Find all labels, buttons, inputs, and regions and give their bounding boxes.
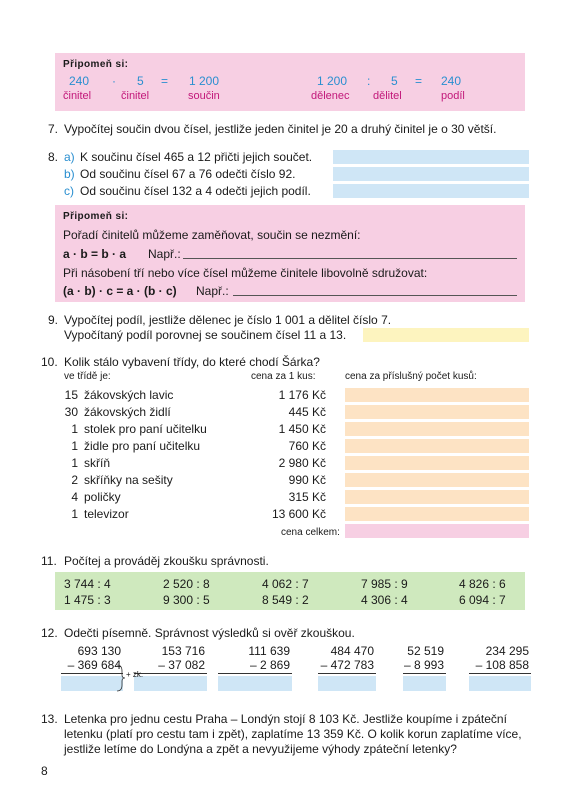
item-unit-price: 760 Kč [288,439,326,453]
result-line [318,673,376,674]
difference-answer[interactable] [469,676,531,691]
commutative-example-label: Např.: [148,247,181,261]
item-unit-price: 1 176 Kč [278,388,326,402]
division-problem: 6 094 : 7 [459,593,506,607]
item-name: žákovských židlí [84,405,171,419]
check-label: + zk. [126,670,144,679]
item-total-answer[interactable] [345,456,529,470]
item-name: skříň [84,456,111,470]
minuend: 234 295 [485,644,529,658]
item-unit-price: 2 980 Kč [278,456,326,470]
item-name: poličky [84,490,121,504]
task-8b-text: Od součinu čísel 67 a 76 odečti číslo 92. [80,167,296,181]
div-equals: = [415,74,423,88]
item-unit-price: 990 Kč [288,473,326,487]
task-7-number: 7. [48,122,59,136]
difference-answer[interactable] [61,676,123,691]
item-total-answer[interactable] [345,473,529,487]
result-line [218,673,292,674]
task-10-text: Kolik stálo vybavení třídy, do které chodí Šárka? [64,355,320,369]
item-unit-price: 1 450 Kč [278,422,326,436]
item-total-answer[interactable] [345,507,529,521]
task-11-text: Počítej a prováděj zkoušku správnosti. [64,554,269,568]
mul-factor-1: 240 [69,74,90,88]
minuend: 693 130 [77,644,121,658]
result-line [403,673,446,674]
commutative-rule: a · b = b · a [63,247,127,261]
division-problem: 2 520 : 8 [163,577,210,591]
division-problem: 4 306 : 4 [361,593,408,607]
mul-equals: = [161,74,169,88]
column-header-unit-price: cena za 1 kus: [251,371,316,382]
item-total-answer[interactable] [345,439,529,453]
division-problem: 7 985 : 9 [361,577,408,591]
task-13-line1: Letenka pro jednu cestu Praha – Londýn stojí 8 103 Kč. Jestliže koupíme i zpáteční [64,712,507,726]
task-8a-letter: a) [64,150,75,164]
div-dividend: 1 200 [317,74,348,88]
label-divisor: dělitel [373,90,402,102]
division-problem: 1 475 : 3 [64,593,111,607]
difference-answer[interactable] [318,676,376,691]
item-quantity: 30 [64,405,78,419]
item-unit-price: 315 Kč [288,490,326,504]
check-bracket-icon [116,663,126,693]
difference-answer[interactable] [134,676,207,691]
minuend: 153 716 [161,644,205,658]
associative-rule: (a · b) · c = a · (b · c) [63,284,177,298]
task-9-line1: Vypočítej podíl, jestliže dělenec je číslo 1 001 a dělitel číslo 7. [64,313,392,327]
result-line [61,673,123,674]
subtrahend: – 108 858 [475,658,529,672]
item-name: žákovských lavic [84,388,174,402]
division-problem: 4 826 : 6 [459,577,506,591]
task-9-answer[interactable] [363,328,529,342]
item-name: stolek pro paní učitelku [84,422,207,436]
column-header-total-price: cena za příslušný počet kusů: [345,371,477,382]
item-quantity: 1 [71,439,78,453]
item-quantity: 15 [64,388,78,402]
item-quantity: 1 [71,456,78,470]
item-unit-price: 445 Kč [288,405,326,419]
commutative-text: Pořadí činitelů můžeme zaměňovat, součin se nezmění: [63,228,361,242]
task-13-line2: letenku (platí pro cestu tam i zpět), zaplatíme 13 359 Kč. O kolik korun zaplatíme více, [64,727,522,741]
subtrahend: – 8 993 [403,658,444,672]
page-number: 8 [41,764,48,778]
division-problem: 4 062 : 7 [262,577,309,591]
item-total-answer[interactable] [345,422,529,436]
minuend: 52 519 [407,644,444,658]
difference-answer[interactable] [218,676,292,691]
difference-answer[interactable] [403,676,446,691]
task-8b-answer[interactable] [333,167,529,181]
task-10-number: 10. [41,355,58,369]
task-8c-answer[interactable] [333,184,529,198]
task-12-number: 12. [41,626,58,640]
item-total-answer[interactable] [345,405,529,419]
division-problem: 3 744 : 4 [64,577,111,591]
column-header-items: ve třídě je: [64,371,111,382]
minuend: 484 470 [330,644,374,658]
item-name: televizor [84,507,129,521]
associative-example-label: Např.: [196,284,229,298]
reminder-box-2 [55,205,525,302]
div-divisor: 5 [391,74,398,88]
item-quantity: 1 [71,507,78,521]
task-8a-text: K součinu čísel 465 a 12 přičti jejich součet. [80,150,313,164]
task-8c-letter: c) [64,184,74,198]
reminder-title-2: Připomeň si: [63,211,129,222]
division-problem: 9 300 : 5 [163,593,210,607]
task-13-line3: jestliže letíme do Londýna a zpět a nevyužijeme výhody zpáteční letenky? [64,742,457,756]
label-factor-2: činitel [121,90,150,102]
task-13-number: 13. [41,712,58,726]
label-quotient: podíl [441,90,465,102]
associative-example-line[interactable] [233,284,517,296]
label-factor-1: činitel [63,90,92,102]
item-quantity: 4 [71,490,78,504]
item-name: skříňky na sešity [84,473,173,487]
task-12-text: Odečti písemně. Správnost výsledků si ověř zkouškou. [64,626,355,640]
div-quotient: 240 [441,74,462,88]
div-colon: : [367,74,371,88]
subtrahend: – 369 684 [67,658,121,672]
total-label: cena celkem: [281,527,340,538]
item-name: židle pro paní učitelku [84,439,201,453]
item-total-answer[interactable] [345,388,529,402]
task-8a-answer[interactable] [333,150,529,164]
label-product: součin [188,90,220,102]
item-quantity: 2 [71,473,78,487]
item-total-answer[interactable] [345,490,529,504]
subtrahend: – 37 082 [158,658,205,672]
associative-text: Při násobení tří nebo více čísel můžeme činitele libovolně sdružovat: [63,266,428,280]
label-dividend: dělenec [311,90,350,102]
total-answer[interactable] [345,524,529,538]
mul-product: 1 200 [189,74,220,88]
reminder-title: Připomeň si: [63,59,129,70]
item-quantity: 1 [71,422,78,436]
item-unit-price: 13 600 Kč [271,507,326,521]
mul-factor-2: 5 [137,74,144,88]
task-9-line2: Vypočítaný podíl porovnej se součinem čísel 11 a 13. [64,328,347,342]
task-7-text: Vypočítej součin dvou čísel, jestliže jeden činitel je 20 a druhý činitel je o 30 větší. [64,122,497,136]
task-8c-text: Od součinu čísel 132 a 4 odečti jejich podíl. [80,184,311,198]
reminder-box-1 [55,53,525,111]
result-line [469,673,531,674]
mul-dot: · [112,74,116,88]
commutative-example-line[interactable] [183,247,517,259]
division-problem: 8 549 : 2 [262,593,309,607]
task-9-number: 9. [48,313,59,327]
task-8-number: 8. [48,150,59,164]
task-11-number: 11. [41,554,57,568]
result-line [134,673,207,674]
minuend: 111 639 [248,644,290,658]
subtrahend: – 472 783 [320,658,374,672]
task-8b-letter: b) [64,167,75,181]
subtrahend: – 2 869 [249,658,290,672]
